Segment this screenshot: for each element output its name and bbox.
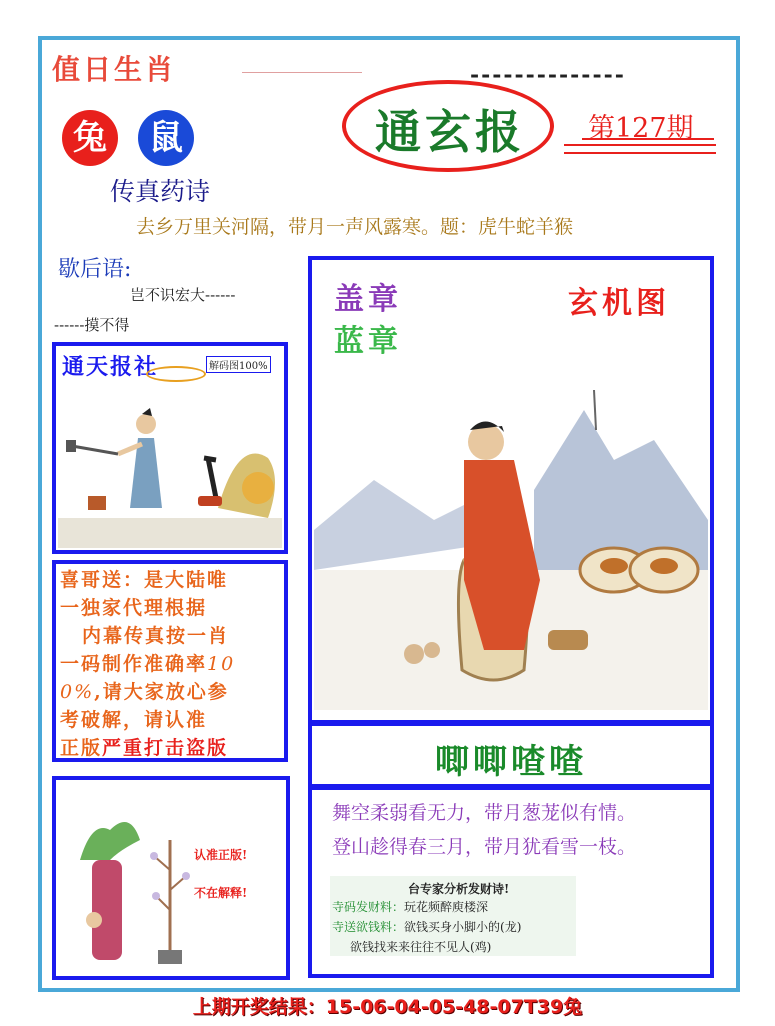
expert-line-2 [332, 918, 521, 935]
expert-block [330, 876, 576, 956]
promo-text [60, 566, 235, 762]
divider [242, 72, 362, 73]
issue-number: 第127期 [588, 113, 694, 144]
expert-label: 寺送欲钱料： [332, 920, 405, 934]
stamp-label-1: 盖章 [334, 282, 402, 317]
cartoon-illustration [70, 800, 190, 970]
promo-line: ,请大家放心参 [94, 681, 229, 703]
verse-line-2: 登山趁得春三月，带月犹看雪一枝。 [332, 836, 637, 858]
stamp-label-2: 蓝章 [334, 324, 402, 359]
riddle-line-2: ------摸不得 [54, 316, 130, 334]
tongtian-title: 通天报社 [62, 354, 159, 380]
promo-number: 0% [60, 681, 95, 703]
duty-zodiac-label: 值日生肖 [52, 53, 177, 86]
expert-line-1 [332, 898, 488, 915]
notice-panel [52, 776, 290, 980]
verse-panel [308, 786, 714, 978]
promo-panel [52, 560, 288, 762]
promo-line: 内幕传真按一肖 [82, 625, 230, 647]
divider [564, 144, 716, 146]
tongtian-panel [52, 342, 288, 554]
woodcutter-illustration [58, 378, 282, 548]
divider [564, 152, 716, 154]
promo-line: 考破解，请认准 [60, 709, 208, 731]
expert-line-3: 欲钱找来来往往不见人(鸡) [350, 940, 492, 954]
notice-line-2: 不在解释! [194, 886, 248, 900]
expert-text: 玩花频醉庾楼深 [404, 900, 489, 914]
header-poem-line: 去乡万里关河隔，带月一声风露寒。题：虎牛蛇羊猴 [136, 216, 574, 238]
verse-line-1: 舞空柔弱看无力，带月葱茏似有情。 [332, 802, 637, 824]
riddle-line-1: 岂不识宏大------ [130, 286, 236, 304]
promo-line: 喜哥送：是大陆唯 [60, 569, 229, 591]
drummer-illustration [314, 370, 708, 710]
caption-text: 唧唧喳喳 [435, 742, 587, 782]
expert-title: 台专家分析发财诗! [408, 882, 510, 896]
dash-line: -------------- [470, 62, 626, 88]
last-result: 上期开奖结果：15-06-04-05-48-07T39兔 [192, 996, 583, 1018]
expert-label: 寺码发财料： [332, 900, 405, 914]
riddle-label: 歇后语: [58, 257, 132, 282]
promo-line: 一码制作准确率 [60, 653, 208, 675]
anti-piracy-text: 严重打击盗版 [102, 737, 229, 759]
paper-title: 通玄报 [375, 105, 525, 159]
promo-number: 10 [207, 653, 236, 675]
promo-line: 正版 [60, 737, 103, 759]
caption-panel [308, 722, 714, 788]
expert-text: 欲钱买身小脚小的(龙) [404, 920, 522, 934]
divider [582, 138, 714, 140]
mystery-panel [308, 256, 714, 724]
promo-line: 一独家代理根据 [60, 597, 208, 619]
fax-poem-label: 传真药诗 [110, 177, 211, 206]
zodiac-rat-badge: 鼠 [138, 110, 194, 166]
mystery-chart-title: 玄机图 [568, 286, 670, 321]
notice-line-1: 认准正版! [194, 848, 248, 862]
decode-tag: 解码图100% [206, 356, 271, 373]
zodiac-rabbit-badge: 兔 [62, 110, 118, 166]
